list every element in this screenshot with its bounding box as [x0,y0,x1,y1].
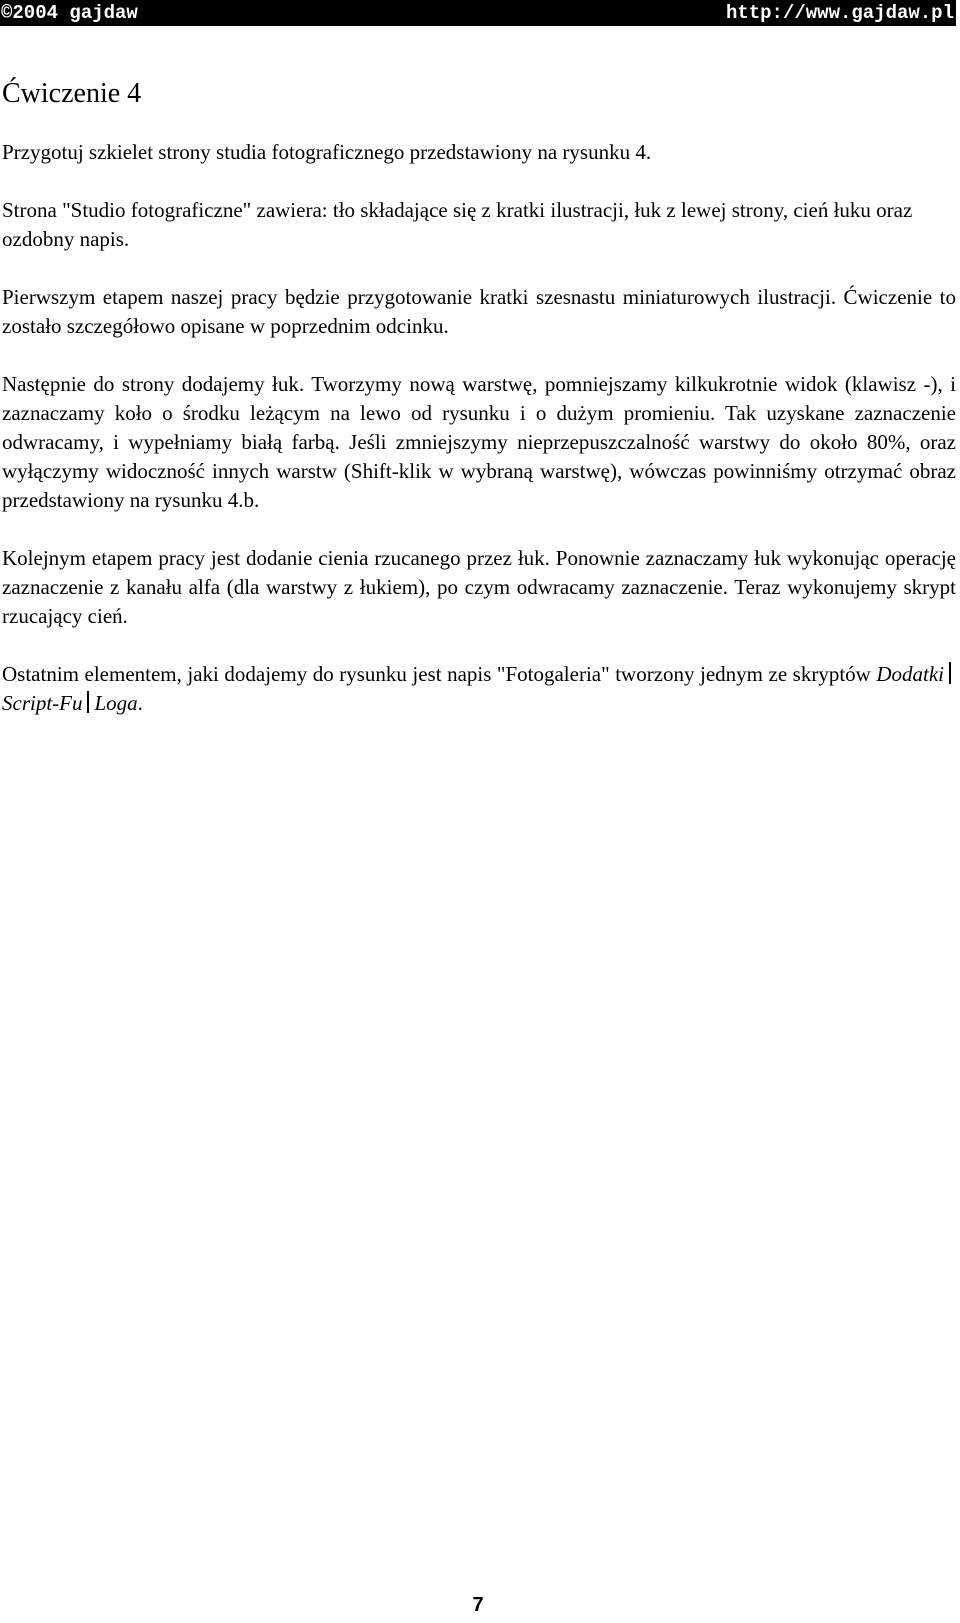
paragraph-intro: Przygotuj szkielet strony studia fotograficznego przedstawiony na rysunku 4. [2,140,652,164]
exercise-title: Ćwiczenie 4 [2,78,142,109]
paragraph-page-contents: Strona "Studio fotograficzne" zawiera: tło składające się z kratki ilustracji, łuk z lewej strony, cień łuku oraz ozdobny napis. [2,198,913,251]
site-url[interactable]: http://www.gajdaw.pl [725,2,954,24]
paragraph-logo-end: . [137,691,143,715]
menu-path-loga: Loga [94,691,138,715]
paragraph-logo-text: Ostatnim elementem, jaki dodajemy do rysunku jest napis "Fotogaleria" tworzony jednym ze skryptów [2,662,877,686]
document-body [2,70,956,747]
copyright-text: ©2004 gajdaw [1,2,138,24]
header-bar [0,0,956,26]
paragraph-thumbnail-grid: Pierwszym etapem naszej pracy będzie przygotowanie kratki szesnastu miniaturowych ilustracji. Ćwiczenie to zostało szczegółowo opisane w poprzednim odcinku. [2,285,956,338]
menu-path-script-fu: Script-Fu [2,691,83,715]
paragraph-logo [2,660,956,718]
page-number: 7 [472,1594,484,1616]
menu-path-dodatki: Dodatki [876,662,944,686]
paragraph-arc: Następnie do strony dodajemy łuk. Tworzymy nową warstwę, pomniejszamy kilkukrotnie widok (klawisz -), i zaznaczamy koło o środku leżącym na lewo od rysunku i o dużym promieniu. Tak uzyskane zaznaczenie odwracamy, i wypełniamy białą farbą. Jeśli zmniejszymy nieprzepuszczalność warstwy do około 80%, oraz wyłączymy widoczność innych warstw (Shift-klik w wybraną warstwę), wówczas powinniśmy otrzymać obraz przedstawiony na rysunku 4.b. [2,372,956,512]
paragraph-shadow: Kolejnym etapem pracy jest dodanie cienia rzucanego przez łuk. Ponownie zaznaczamy łuk wykonując operację zaznaczenie z kanału alfa (dla warstwy z łukiem), po czym odwracamy zaznaczenie. Teraz wykonujemy skrypt rzucający cień. [2,546,956,628]
menu-separator [87,691,89,713]
menu-separator [949,662,951,684]
